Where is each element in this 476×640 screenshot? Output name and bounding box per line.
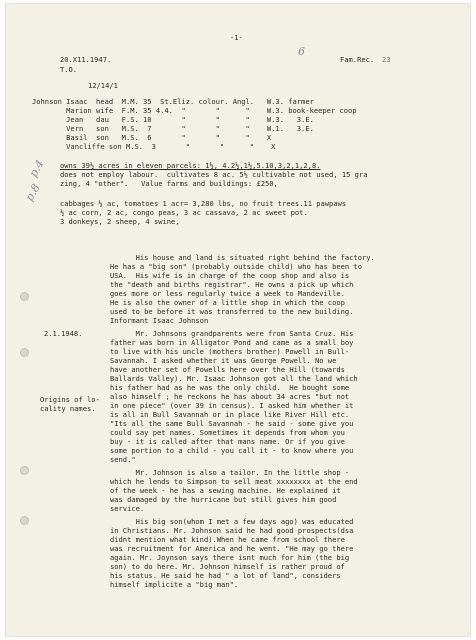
land-line: does not employ labour. cultivates 8 ac. 5½ cultivable not used, 15 gra	[60, 170, 368, 179]
body-line: is all in Bull Savannah or in place like River Hill etc.	[110, 410, 350, 419]
punch-hole	[20, 292, 29, 301]
body-line: Savannah. I asked whether it was George Powell. No we	[110, 356, 337, 365]
body-line: He is also the owner of a little shop in which the coop	[110, 298, 345, 307]
body-line: used to be before it was transferred to the new building.	[110, 307, 354, 316]
punch-hole	[20, 348, 29, 357]
punch-hole	[20, 516, 29, 525]
margin-pencil-note: p.4	[26, 157, 47, 180]
household-row: Marion wife F.M. 35 4.4. " " " W.3. book-keeper coop	[32, 106, 357, 115]
page-number: -1-	[230, 33, 243, 42]
body-line: his status. He said he had " a lot of land", considers	[110, 571, 341, 580]
body-line: His house and land is situated right behind the factory.	[110, 253, 375, 262]
body-line: Mr. Johnson is also a tailor. In the little shop -	[110, 468, 350, 477]
body-line: could say pet names. Sometimes it depends from whom you	[110, 428, 345, 437]
body-line: buy - it is called after that mans name. Or if you give	[110, 437, 345, 446]
family-record-number: 23	[382, 55, 391, 64]
body-line: Informant Isaac Johnson	[110, 316, 209, 325]
margin-note-origins: Origins of lo-	[40, 395, 100, 404]
margin-note-origins: cality names.	[40, 404, 96, 413]
household-row: Basil son M.S. 6 " " " X	[32, 133, 272, 142]
body-line: father was born in Alligator Pond and came as a small boy	[110, 338, 354, 347]
reference-code: 12/14/1	[88, 81, 118, 90]
family-record-label: Fam.Rec.	[340, 55, 375, 64]
body-line: goes more or less regularly twice a week to Mandeville.	[110, 289, 345, 298]
land-line: owns 39½ acres in eleven parcels: 1½, 4.2½,1½,5.10,3,2,1,2,8.	[60, 161, 321, 170]
body-line: "Its all the same Bull Savannah - he said - some give you	[110, 419, 354, 428]
body-line: didnt mention what kind).When he came from school there	[110, 535, 345, 544]
body-line: send."	[110, 455, 136, 464]
household-row: Vancliffe son M.S. 3 " " " X	[32, 142, 276, 151]
body-line: His big son(whom I met a few days ago) was educated	[110, 517, 354, 526]
interviewer-initials: T.O.	[60, 65, 78, 74]
punch-hole	[20, 466, 29, 475]
household-row: Johnson Isaac head M.M. 35 St.Eliz. colour. Angl. W.3. farmer	[32, 97, 314, 106]
body-line: service.	[110, 504, 145, 513]
household-row: Jean dau F.S. 10 " " " W.3. 3.E.	[32, 115, 314, 124]
body-line: was recruitment for America and he went. "He may go there	[110, 544, 354, 553]
body-line: which he lends to Simpson to sell meat xxxxxxxx at the end	[110, 477, 358, 486]
record-date: 20.X11.1947.	[60, 55, 112, 64]
body-line: was damaged by the hurricane but still gives him good	[110, 495, 337, 504]
body-line: to live with his uncle (mothers brother) Powell in Bull-	[110, 347, 350, 356]
body-line: in one piece" (over 39 in census). I asked him whether it	[110, 401, 354, 410]
land-line: zing, 4 "other". Value farms and buildings: £250,	[60, 179, 278, 188]
household-row: Vern son M.S. 7 " " " W.1. 3.E.	[32, 124, 314, 133]
crop-line: cabbages ½ ac, tomatoes 1 acr= 3,280 lbs, no fruit trees.11 pawpaws	[60, 199, 347, 208]
body-line: again. Mr. Joynson says there isnt much for him (the big	[110, 553, 350, 562]
body-line: of the week - he has a sewing machine. He explained it	[110, 486, 341, 495]
family-record-pencil: 6	[298, 45, 305, 58]
margin-pencil-note: p.8	[22, 181, 43, 204]
margin-date: 2.1.1948.	[44, 329, 83, 338]
crop-line: ½ ac corn, 2 ac, congo peas, 3 ac cassava, 2 ac sweet pot.	[60, 208, 308, 217]
body-line: his father had as he was the only child. He bought some	[110, 383, 350, 392]
body-line: have another set of Powells here over the Hill (towards	[110, 365, 345, 374]
body-line: USA. His wife is in charge of the coop shop and also is	[110, 271, 350, 280]
body-line: son) to do here. Mr. Johnson himself is rather proud of	[110, 562, 345, 571]
body-line: Ballards Valley). Mr. Isaac Johnson got all the land which	[110, 374, 358, 383]
body-line: himself implicite a "big man".	[110, 580, 239, 589]
body-line: Mr. Johnsons grandparents were from Santa Cruz. His	[110, 329, 354, 338]
body-line: in Christians. Mr. Johnson said he had good prospects(dsa	[110, 526, 354, 535]
crop-line: 3 donkeys, 2 sheep, 4 swine,	[60, 217, 180, 226]
body-line: the "death and births registrar". He owns a pick up which	[110, 280, 354, 289]
body-line: some portion to a child - you call it - to know where you	[110, 446, 354, 455]
body-line: also himself ; he reckons he has about 34 acres "but not	[110, 392, 350, 401]
body-line: He has a "big son" (probably outside child) who has been to	[110, 262, 362, 271]
